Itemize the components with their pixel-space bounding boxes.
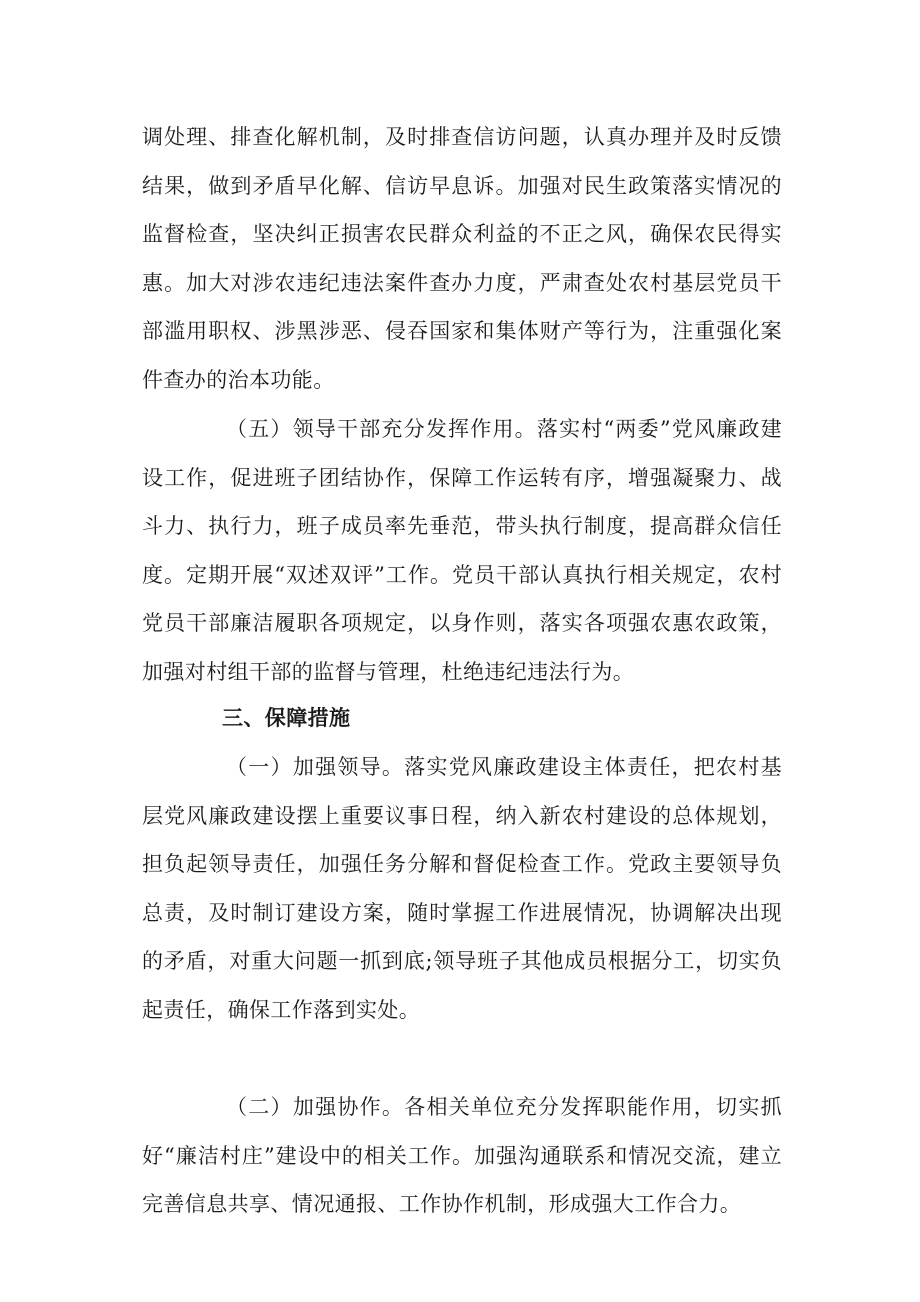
- paragraph-strengthen-leadership: （一）加强领导。落实党风廉政建设主体责任，把农村基层党风廉政建设摆上重要议事日程，纳入新农村建设的总体规划，担负起领导责任，加强任务分解和督促检查工作。党政主要领导负总责，及时制订建设方案，随时掌握工作进展情况，协调解决出现的矛盾，对重大问题一抓到底;领导班子其他成员根据分工，切实负起责任，确保工作落到实处。: [142, 755, 782, 1022]
- paragraph-leadership-role: （五）领导干部充分发挥作用。落实村“两委”党风廉政建设工作，促进班子团结协作，保障工作运转有序，增强凝聚力、战斗力、执行力，班子成员率先垂范，带头执行制度，提高群众信任度。定期开展“双述双评”工作。党员干部认真执行相关规定，农村党员干部廉洁履职各项规定，以身作则，落实各项强农惠农政策，加强对村组干部的监督与管理，杜绝违纪违法行为。: [142, 417, 782, 684]
- paragraph-continuation: 调处理、排查化解机制，及时排查信访问题，认真办理并及时反馈结果，做到矛盾早化解、信访早息诉。加强对民生政策落实情况的监督检查，坚决纠正损害农民群众利益的不正之风，确保农民得实惠。加大对涉农违纪违法案件查办力度，严肃查处农村基层党员干部滥用职权、涉黑涉恶、侵吞国家和集体财产等行为，注重强化案件查办的治本功能。: [142, 125, 782, 392]
- section-heading-safeguards: 三、保障措施: [222, 706, 351, 730]
- paragraph-strengthen-cooperation: （二）加强协作。各相关单位充分发挥职能作用，切实抓好“廉洁村庄”建设中的相关工作。加强沟通联系和情况交流，建立完善信息共享、情况通报、工作协作机制，形成强大工作合力。: [142, 1095, 782, 1216]
